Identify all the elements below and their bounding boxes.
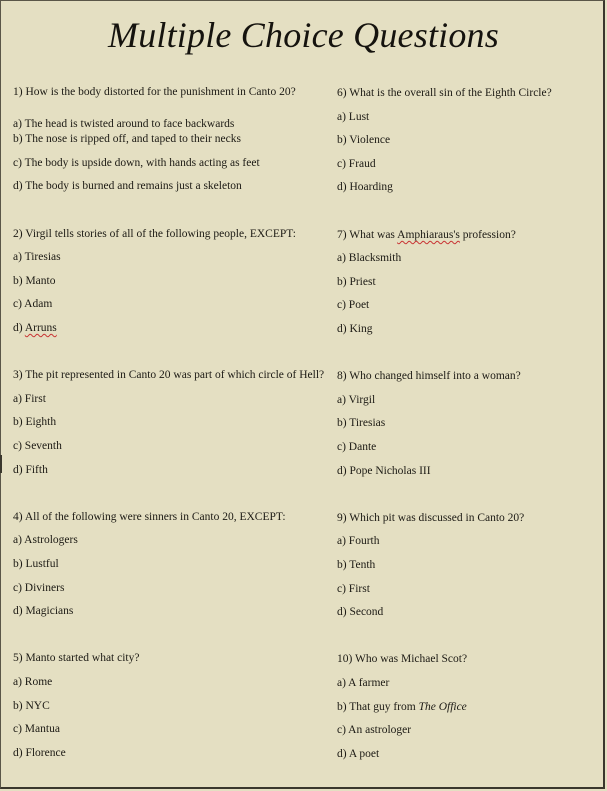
question-9: 9) Which pit was discussed in Canto 20? [337,512,525,524]
question-2: 2) Virgil tells stories of all of the following people, EXCEPT: [13,228,296,240]
q10-option-d[interactable]: d) A poet [337,748,380,760]
question-4: 4) All of the following were sinners in Canto 20, EXCEPT: [13,511,286,523]
q3-option-c[interactable]: c) Seventh [13,440,62,452]
q2-option-d[interactable] [13,322,57,334]
q8-option-c[interactable]: c) Dante [337,441,377,453]
q8-option-a[interactable]: a) Virgil [337,394,376,406]
q7-option-b[interactable]: b) Priest [337,276,376,288]
q4-option-c[interactable]: c) Diviners [13,582,65,594]
question-10: 10) Who was Michael Scot? [337,653,468,665]
q6-option-b[interactable]: b) Violence [337,134,391,146]
q6-option-d[interactable]: d) Hoarding [337,181,393,193]
page-edge-mark [0,455,2,473]
q7-option-d[interactable]: d) King [337,323,373,335]
q4-option-d[interactable]: d) Magicians [13,605,74,617]
question-6: 6) What is the overall sin of the Eighth Circle? [337,87,552,99]
page-title: Multiple Choice Questions [108,15,499,55]
q8-option-b[interactable]: b) Tiresias [337,417,386,429]
question-7-name: Amphiaraus's [397,229,460,241]
question-1: 1) How is the body distorted for the punishment in Canto 20? [13,86,296,98]
q10-option-b[interactable] [337,701,467,713]
q1-option-c[interactable]: c) The body is upside down, with hands acting as feet [13,157,260,169]
q5-option-b[interactable]: b) NYC [13,700,50,712]
question-7 [337,229,516,241]
q7-option-c[interactable]: c) Poet [337,299,370,311]
q9-option-c[interactable]: c) First [337,583,370,595]
q2-option-b[interactable]: b) Manto [13,275,56,287]
q10-option-b-italic: The Office [418,701,467,713]
q4-option-b[interactable]: b) Lustful [13,558,59,570]
q6-option-a[interactable]: a) Lust [337,111,370,123]
q9-option-a[interactable]: a) Fourth [337,535,380,547]
q5-option-a[interactable]: a) Rome [13,676,53,688]
q5-option-d[interactable]: d) Florence [13,747,66,759]
question-7-prefix: 7) What was [337,229,398,241]
q4-option-a[interactable]: a) Astrologers [13,534,78,546]
q2-option-a[interactable]: a) Tiresias [13,251,61,263]
q2-option-c[interactable]: c) Adam [13,298,53,310]
q10-option-a[interactable]: a) A farmer [337,677,390,689]
q8-option-d[interactable]: d) Pope Nicholas III [337,465,431,477]
question-8: 8) Who changed himself into a woman? [337,370,521,382]
q6-option-c[interactable]: c) Fraud [337,158,376,170]
question-5: 5) Manto started what city? [13,652,140,664]
question-3: 3) The pit represented in Canto 20 was part of which circle of Hell? [13,369,325,381]
q3-option-a[interactable]: a) First [13,393,46,405]
question-7-suffix: profession? [459,229,516,241]
q1-option-a[interactable]: a) The head is twisted around to face backwards [13,118,235,130]
q2-option-d-word: Arruns [24,322,57,334]
q2-option-d-prefix: d) [13,322,25,334]
q1-option-b[interactable]: b) The nose is ripped off, and taped to their necks [13,133,241,145]
q7-option-a[interactable]: a) Blacksmith [337,252,402,264]
q10-option-c[interactable]: c) An astrologer [337,724,412,736]
q3-option-d[interactable]: d) Fifth [13,464,48,476]
q9-option-d[interactable]: d) Second [337,606,384,618]
q1-option-d[interactable]: d) The body is burned and remains just a skeleton [13,180,242,192]
q3-option-b[interactable]: b) Eighth [13,416,57,428]
q10-option-b-text: b) That guy from [337,701,419,713]
q9-option-b[interactable]: b) Tenth [337,559,376,571]
q5-option-c[interactable]: c) Mantua [13,723,60,735]
